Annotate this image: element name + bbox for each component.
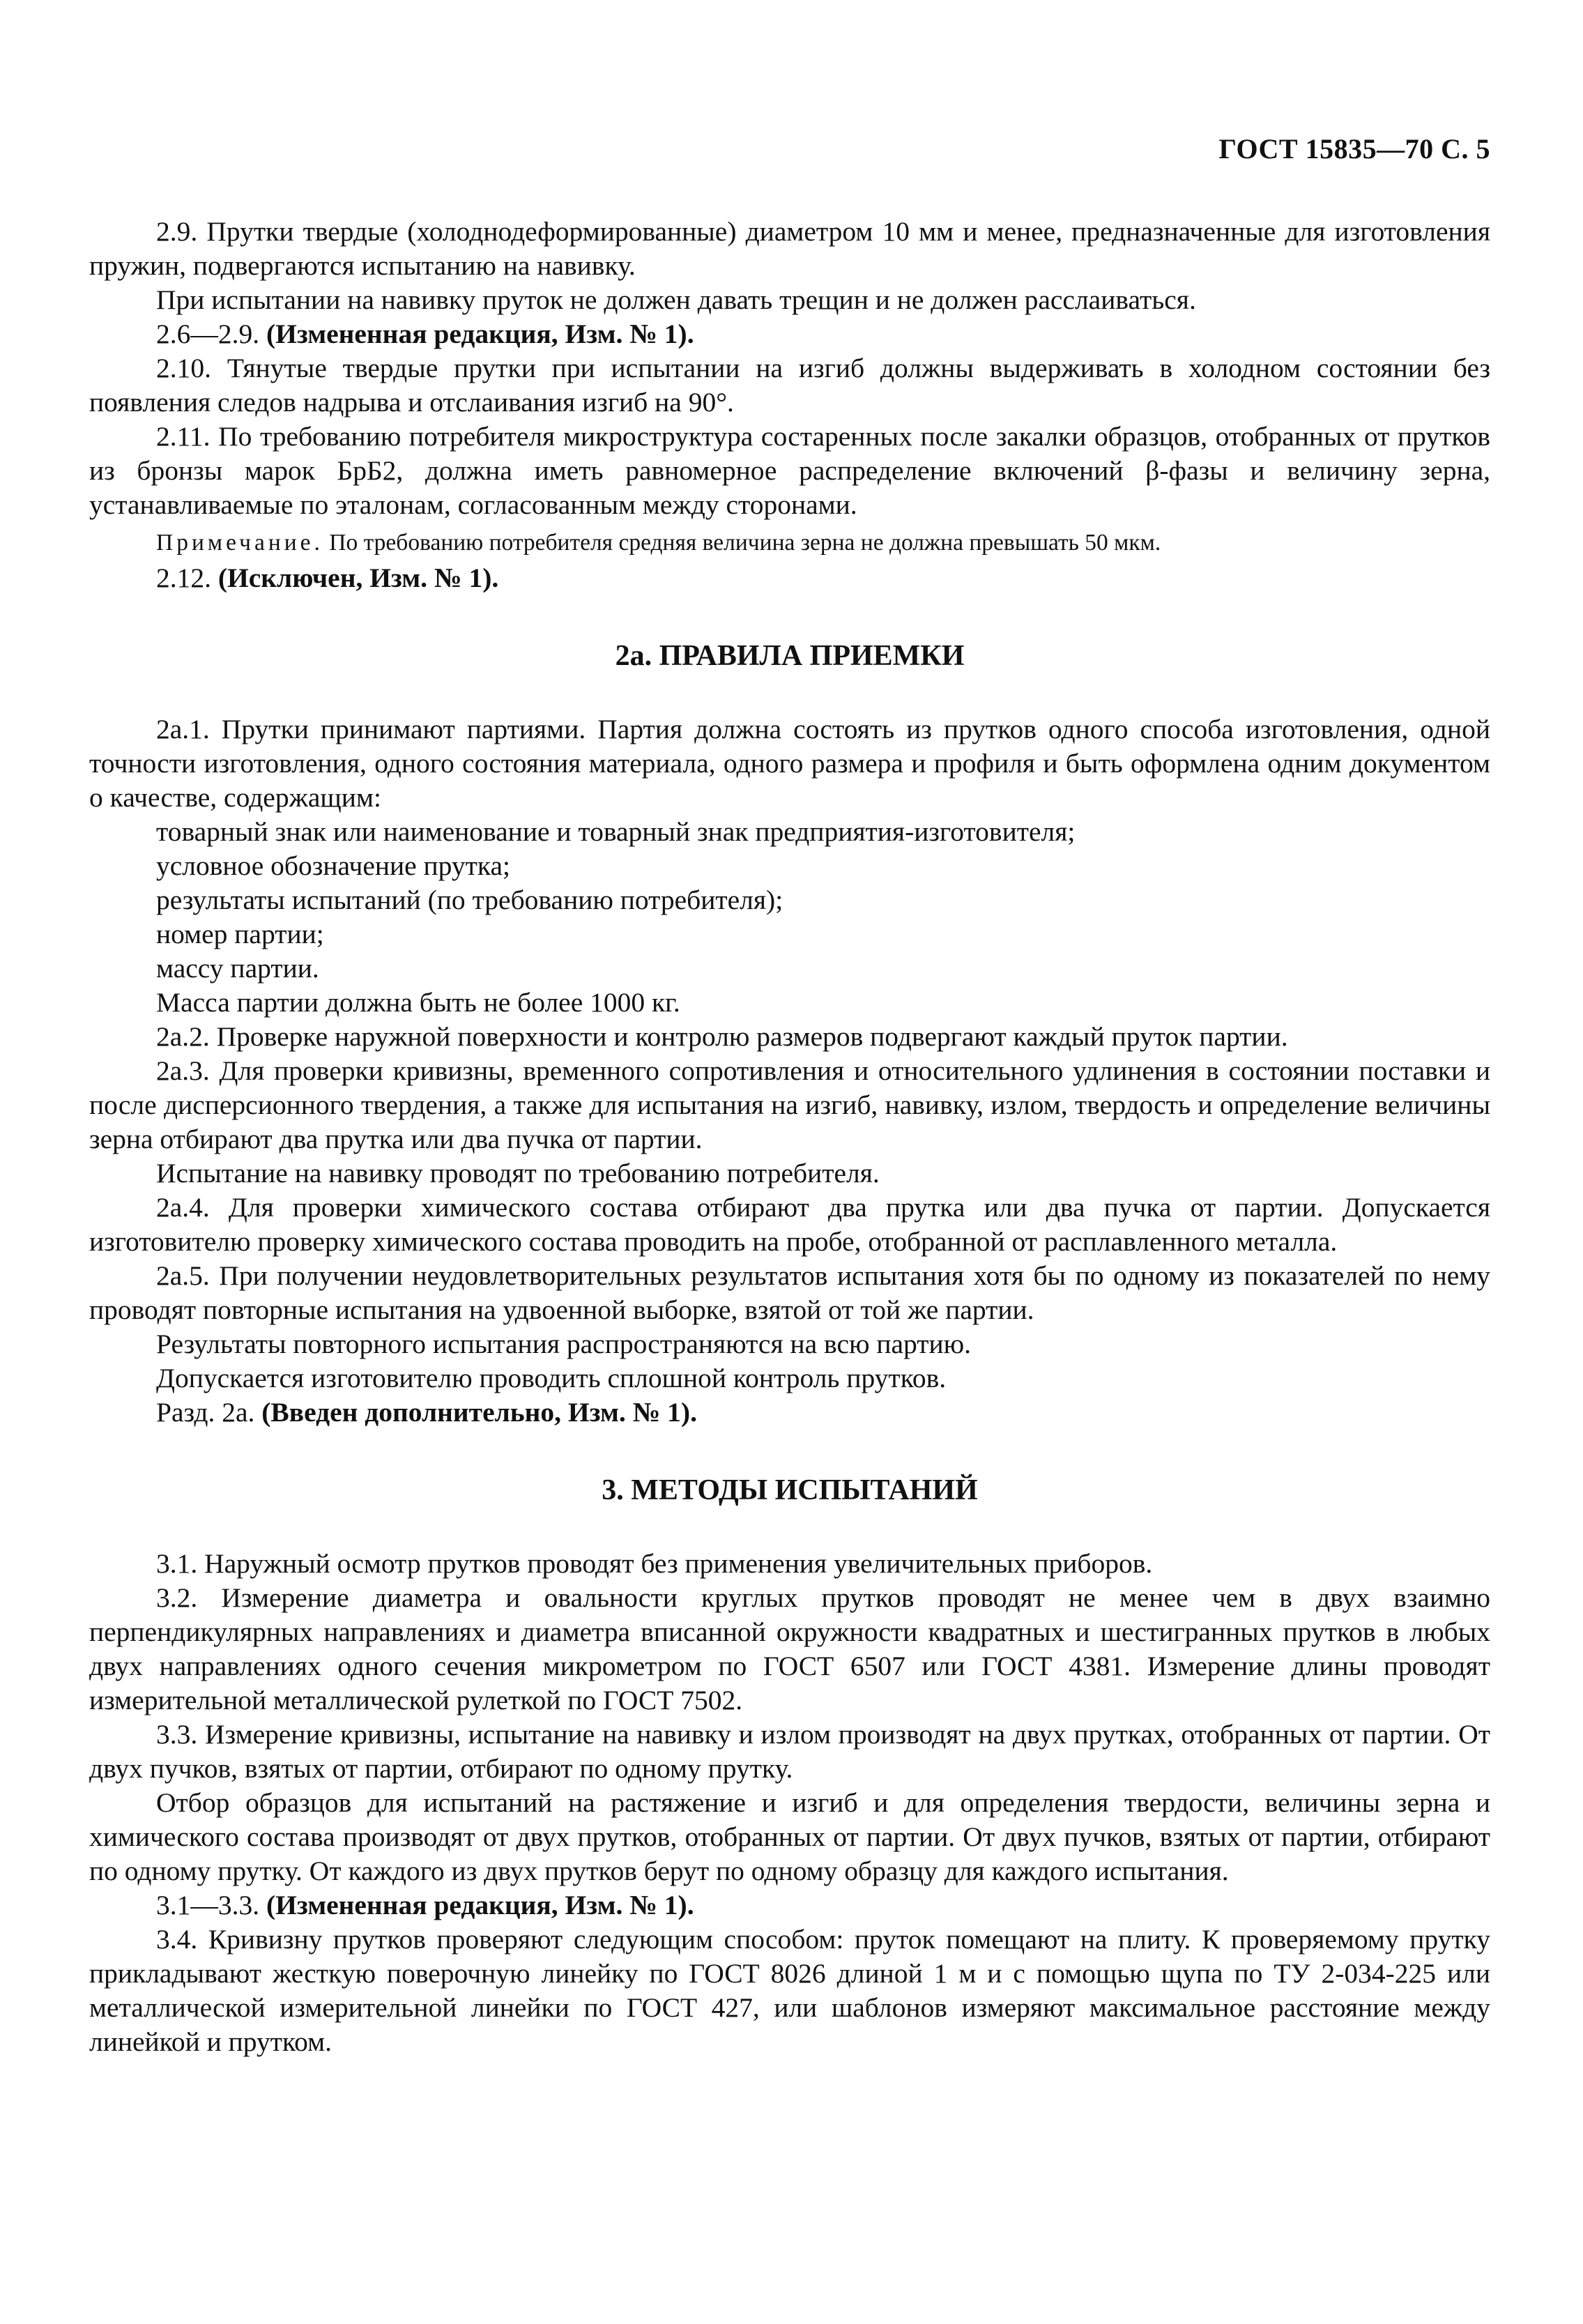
note-label: Примечание.: [156, 530, 323, 556]
section-2a-closing-note: [89, 1396, 1490, 1430]
paragraph-2a-1: 2а.1. Прутки принимают партиями. Партия должна состоять из прутков одного способа изготовления, одной точности изготовления, одного состояния материала, одного размера и профиля и быть оформлена одним документом о качестве, содержащим:: [89, 714, 1490, 813]
paragraph-3-3-continued: Отбор образцов для испытаний на растяжение и изгиб и для определения твердости, величины зерна и химического состава производят от двух прутков, отобранных от партии. От двух пучков, взятых от партии, отбирают по одному прутку. От каждого из двух прутков берут по одному образцу для каждого испытания.: [89, 1787, 1490, 1886]
paragraph-2-12: [89, 561, 1490, 595]
paragraph-2-10: 2.10. Тянутые твердые прутки при испытании на изгиб должны выдерживать в холодном состоянии без появления следов надрыва и отслаивания изгиб на 90°.: [89, 353, 1490, 418]
page-header: ГОСТ 15835—70 С. 5: [1218, 133, 1490, 165]
section-ref: Разд. 2а.: [156, 1397, 262, 1428]
amendment-ref: 2.6—2.9.: [156, 319, 266, 349]
paragraph-2-9-continued: При испытании на навивку пруток не должен давать трещин и не должен расслаиваться.: [156, 284, 1196, 315]
list-item: результаты испытаний (по требованию потребителя);: [156, 885, 783, 915]
amendment-note-2-6-2-9: [89, 317, 1490, 351]
batch-mass-limit: Масса партии должна быть не более 1000 кг.: [156, 987, 680, 1018]
paragraph-2a-4: 2а.4. Для проверки химического состава отбирают два прутка или два пучка от партии. Допускается изготовителю проверку химического состава проводить на пробе, отобранной от расплавленного металла.: [89, 1192, 1490, 1257]
section-heading-2a: 2а. ПРАВИЛА ПРИЕМКИ: [615, 640, 965, 672]
list-item: условное обозначение прутка;: [156, 850, 511, 881]
amendment-text: (Измененная редакция, Изм. № 1).: [266, 319, 694, 349]
paragraph-3-2: 3.2. Измерение диаметра и овальности круглых прутков проводят не менее чем в двух взаимно перпендикулярных направлениях и диаметра вписанной окружности квадратных и шестигранных прутков в любых двух направлениях одного сечения микрометром по ГОСТ 6507 или ГОСТ 4381. Измерение длины проводят измерительной металлической рулеткой по ГОСТ 7502.: [89, 1582, 1490, 1715]
note: [89, 528, 1490, 558]
paragraph-2a-5-continued: Результаты повторного испытания распространяются на всю партию.: [156, 1329, 972, 1359]
paragraph-2-9: 2.9. Прутки твердые (холоднодеформированные) диаметром 10 мм и менее, предназначенные для изготовления пружин, подвергаются испытанию на навивку.: [89, 216, 1490, 281]
note-text: По требованию потребителя средняя величина зерна не должна превышать 50 мкм.: [323, 530, 1161, 556]
excluded-text: (Исключен, Изм. № 1).: [217, 563, 499, 593]
paragraph-2a-5-continued-2: Допускается изготовителю проводить сплошной контроль прутков.: [156, 1363, 947, 1393]
amendment-text: (Измененная редакция, Изм. № 1).: [266, 1890, 694, 1920]
amendment-ref: 3.1—3.3.: [156, 1890, 266, 1920]
amendment-text: (Введен дополнительно, Изм. № 1).: [261, 1397, 697, 1428]
paragraph-2-11: 2.11. По требованию потребителя микроструктура состаренных после закалки образцов, отобранных от прутков из бронзы марок БрБ2, должна иметь равномерное распределение включений β-фазы и величину зерна, устанавливаемые по эталонам, согласованным между сторонами.: [89, 421, 1490, 520]
paragraph-3-1: 3.1. Наружный осмотр прутков проводят без применения увеличительных приборов.: [156, 1548, 1153, 1579]
paragraph-ref: 2.12.: [156, 563, 218, 593]
paragraph-2a-2: 2а.2. Проверке наружной поверхности и контролю размеров подвергают каждый пруток партии.: [156, 1021, 1288, 1052]
list-item: массу партии.: [156, 953, 319, 984]
paragraph-2a-3-continued: Испытание на навивку проводят по требованию потребителя.: [156, 1158, 880, 1188]
paragraph-3-4: 3.4. Кривизну прутков проверяют следующим способом: пруток помещают на плиту. К проверяемому прутку прикладывают жесткую поверочную линейку по ГОСТ 8026 длиной 1 м и с помощью щупа по ТУ 2-034-225 или металлической измерительной линейки по ГОСТ 427, или шаблонов измеряют максимальное расстояние между линейкой и прутком.: [89, 1924, 1490, 2057]
amendment-note-3-1-3-3: [89, 1888, 1490, 1922]
paragraph-3-3: 3.3. Измерение кривизны, испытание на навивку и излом производят на двух прутках, отобранных от партии. От двух пучков, взятых от партии, отбирают по одному прутку.: [89, 1719, 1490, 1784]
paragraph-2a-3: 2а.3. Для проверки кривизны, временного сопротивления и относительного удлинения в состоянии поставки и после дисперсионного твердения, а также для испытания на изгиб, навивку, излом, твердость и определение величины зерна отбирают два прутка или два пучка от партии.: [89, 1055, 1490, 1154]
list-item: товарный знак или наименование и товарный знак предприятия-изготовителя;: [156, 816, 1076, 847]
section-heading-3: 3. МЕТОДЫ ИСПЫТАНИЙ: [602, 1474, 978, 1506]
list-item: номер партии;: [156, 919, 324, 949]
paragraph-2a-5: 2а.5. При получении неудовлетворительных результатов испытания хотя бы по одному из показателей по нему проводят повторные испытания на удвоенной выборке, взятой от той же партии.: [89, 1260, 1490, 1325]
page-content: [89, 215, 1490, 2059]
